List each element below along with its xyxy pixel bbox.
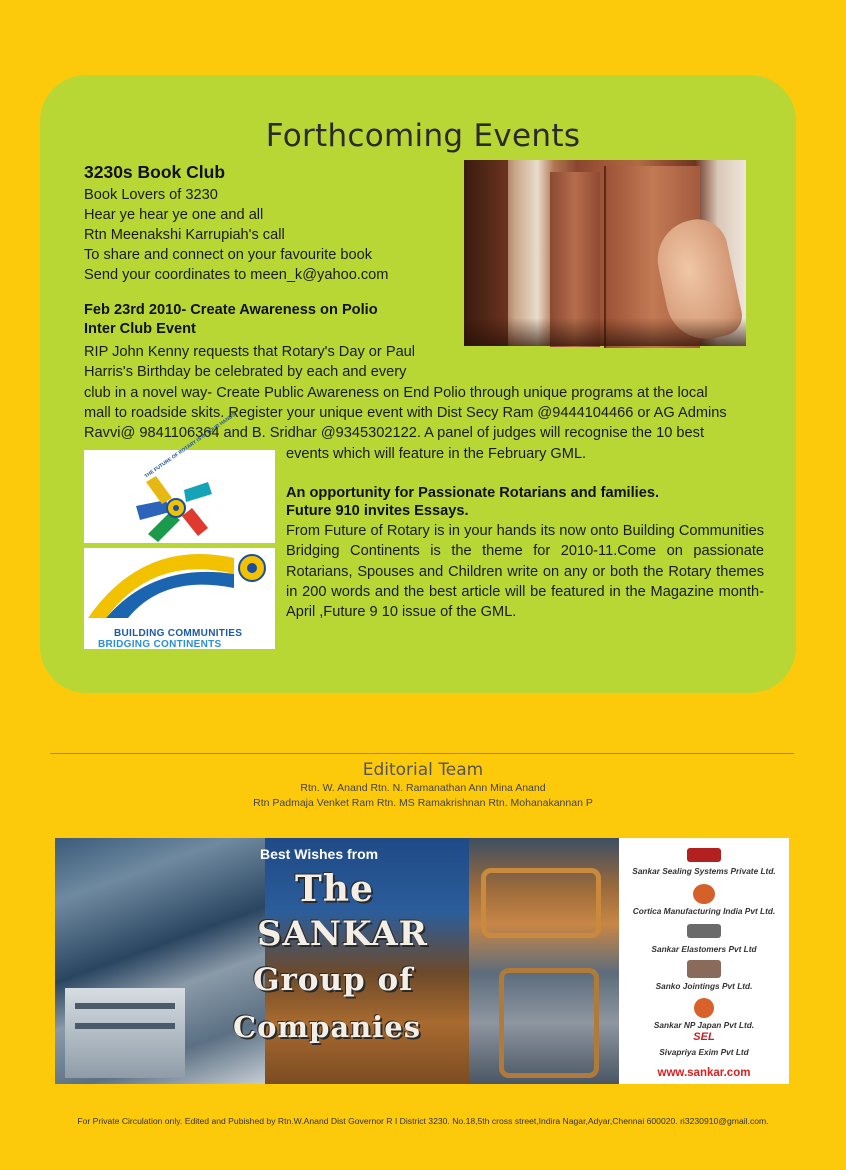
divider <box>50 753 794 754</box>
polio-text: Harris's Birthday be celebrated by each and every <box>84 364 407 380</box>
sankar-logo-icon <box>687 848 721 862</box>
essays-body: From Future of Rotary is in your hands its now onto Building Communities Bridging Continents is the theme for 2010-11.Come on passionate Rotarians, Spouses and Children write on any or both the Rotary themes in 200 words and the best article will be featured in the Magazine month-April ,Future 9 10 issue of the GML. <box>286 523 764 621</box>
page-title: Forthcoming Events <box>265 118 581 154</box>
cortica-logo-icon <box>693 884 715 904</box>
np-japan-logo-icon <box>694 998 714 1018</box>
company-name: Sankar Sealing Systems Private Ltd. <box>632 866 776 876</box>
book-club-line: To share and connect on your favourite book <box>84 247 373 263</box>
book-photo <box>464 160 746 346</box>
editorial-title: Editorial Team <box>362 760 484 780</box>
company-name: Sankar Elastomers Pvt Ltd <box>651 944 757 954</box>
polio-text: Ravvi@ 9841106364 and B. Sridhar @9345302122. A panel of judges will recognise the 10 best <box>84 425 705 441</box>
company-name: Cortica Manufacturing India Pvt Ltd. <box>632 906 776 916</box>
bc-line1: BUILDING COMMUNITIES <box>114 628 243 639</box>
book-club-email: Send your coordinates to meen_k@yahoo.com <box>84 267 389 283</box>
sankar-banner <box>55 838 789 1084</box>
bridge-arc-icon <box>84 548 275 628</box>
factory-photo <box>55 838 265 1084</box>
book-club-line: Rtn Meenakshi Karrupiah's call <box>84 227 285 243</box>
essays-heading: An opportunity for Passionate Rotarians and families. <box>286 485 660 501</box>
company-list <box>619 838 789 1084</box>
company-name: Sankar NP Japan Pvt Ltd. <box>653 1020 755 1030</box>
best-wishes-text: Best Wishes from <box>260 846 379 862</box>
gaskets-photo <box>469 838 619 1084</box>
company-name: Sivapriya Exim Pvt Ltd <box>659 1047 749 1057</box>
book-club-heading: 3230s Book Club <box>84 162 226 182</box>
hands-logo-icon <box>84 412 275 543</box>
future-logo-text: THE FUTURE OF ROTARY IS IN YOUR HANDS <box>143 412 237 480</box>
banner-companies: Companies <box>233 1010 422 1044</box>
banner-group-of: Group of <box>253 962 414 998</box>
polio-subheading: Inter Club Event <box>84 321 196 337</box>
sel-logo-text: SEL <box>693 1031 715 1043</box>
banner-sankar: SANKAR <box>257 914 428 954</box>
editorial-names: Rtn Padmaja Venket Ram Rtn. MS Ramakrishnan Rtn. Mohanakannan P <box>253 797 593 809</box>
bc-line2: BRIDGING CONTINENTS <box>98 639 222 650</box>
sanko-logo-icon <box>687 960 721 978</box>
company-name: Sanko Jointings Pvt Ltd. <box>655 981 753 991</box>
polio-text: club in a novel way- Create Public Awareness on End Polio through unique programs at the local <box>84 385 708 401</box>
building-communities-logo <box>84 548 275 649</box>
footer-text: For Private Circulation only. Edited and Pubished by Rtn.W.Anand Dist Governor R I District 3230. No.18,5th cross street,Indira Nagar,Adyar,Chennai 600020. ri3230910@gmail.com. <box>77 1116 769 1126</box>
polio-text: mall to roadside skits. Register your unique event with Dist Secy Ram @9444104466 or AG Admins <box>84 405 727 421</box>
polio-text: RIP John Kenny requests that Rotary's Day or Paul <box>84 344 416 360</box>
book-club-line: Hear ye hear ye one and all <box>84 207 264 223</box>
editorial-names: Rtn. W. Anand Rtn. N. Ramanathan Ann Mina Anand <box>300 782 546 794</box>
essays-subheading: Future 910 invites Essays. <box>286 503 469 519</box>
sepl-logo-icon <box>687 924 721 938</box>
future-of-rotary-logo <box>84 412 275 543</box>
website-link[interactable]: www.sankar.com <box>657 1067 751 1079</box>
book-club-line: Book Lovers of 3230 <box>84 187 218 203</box>
polio-heading: Feb 23rd 2010- Create Awareness on Polio <box>84 302 378 318</box>
polio-text: events which will feature in the February GML. <box>286 446 587 462</box>
banner-the: The <box>295 868 374 910</box>
